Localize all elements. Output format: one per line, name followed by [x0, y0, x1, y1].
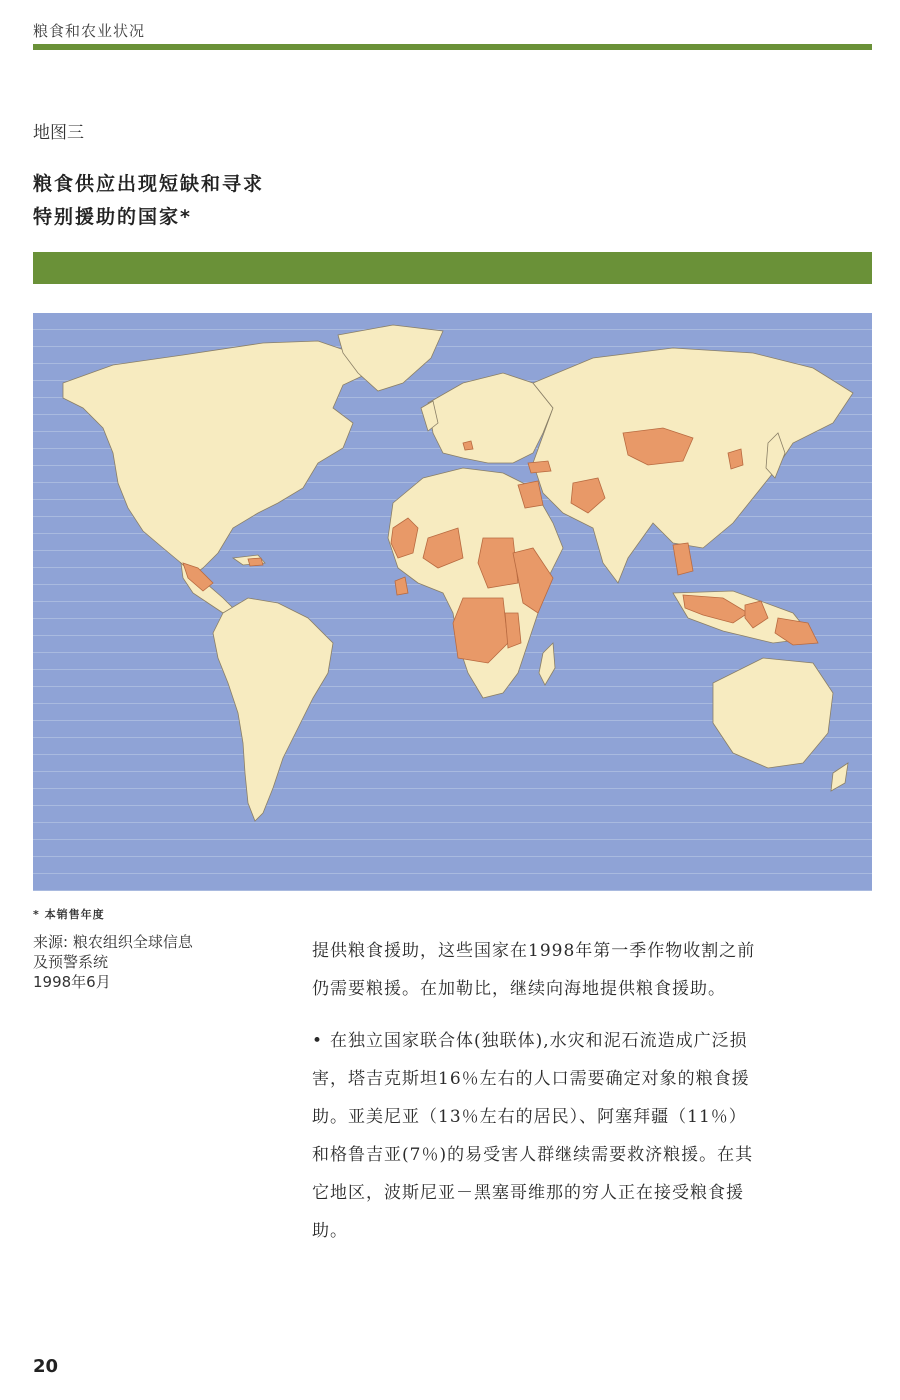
north-korea: [728, 449, 743, 469]
page-number: 20: [33, 1356, 59, 1377]
p1-line1: 提供粮食援助，这些国家在1998年第一季作物收割之前: [312, 941, 756, 961]
p2-line5: 它地区，波斯尼亚－黑塞哥维那的穷人正在接受粮食援: [312, 1183, 744, 1203]
source-line2: 及预警系统: [33, 953, 109, 971]
title-band: [33, 252, 872, 284]
map-label: 地图三: [33, 123, 84, 143]
p2-line6: 助。: [312, 1221, 348, 1241]
great-lakes: [505, 613, 521, 648]
paragraph-2: [312, 1022, 872, 1250]
caucasus: [528, 461, 551, 473]
source-line3: 1998年6月: [33, 973, 111, 991]
map-footnote: * 本销售年度: [33, 908, 105, 921]
map-title: [33, 168, 553, 234]
bullet-icon: •: [312, 1031, 324, 1051]
p2-line3: 助。亚美尼亚（13％左右的居民）、阿塞拜疆（11％）: [312, 1107, 747, 1127]
header-rule: [33, 44, 872, 50]
p2-line2: 害，塔吉克斯坦16％左右的人口需要确定对象的粮食援: [312, 1069, 750, 1089]
paragraph-1: [312, 932, 872, 1008]
body-text: [312, 932, 872, 1264]
p1-line2: 仍需要粮援。在加勒比，继续向海地提供粮食援助。: [312, 979, 726, 999]
world-map: [33, 313, 872, 891]
map-title-line1: 粮食供应出现短缺和寻求: [33, 173, 265, 195]
p2-line1: 在独立国家联合体(独联体),水灾和泥石流造成广泛损: [330, 1031, 748, 1051]
bosnia: [463, 441, 473, 450]
source-note: [33, 932, 273, 992]
running-head: 粮食和农业状况: [33, 22, 146, 40]
map-title-line2: 特别援助的国家*: [33, 206, 192, 228]
p2-line4: 和格鲁吉亚(7％)的易受害人群继续需要救济粮援。在其: [312, 1145, 754, 1165]
haiti: [248, 558, 263, 566]
source-line1: 来源: 粮农组织全球信息: [33, 933, 193, 951]
